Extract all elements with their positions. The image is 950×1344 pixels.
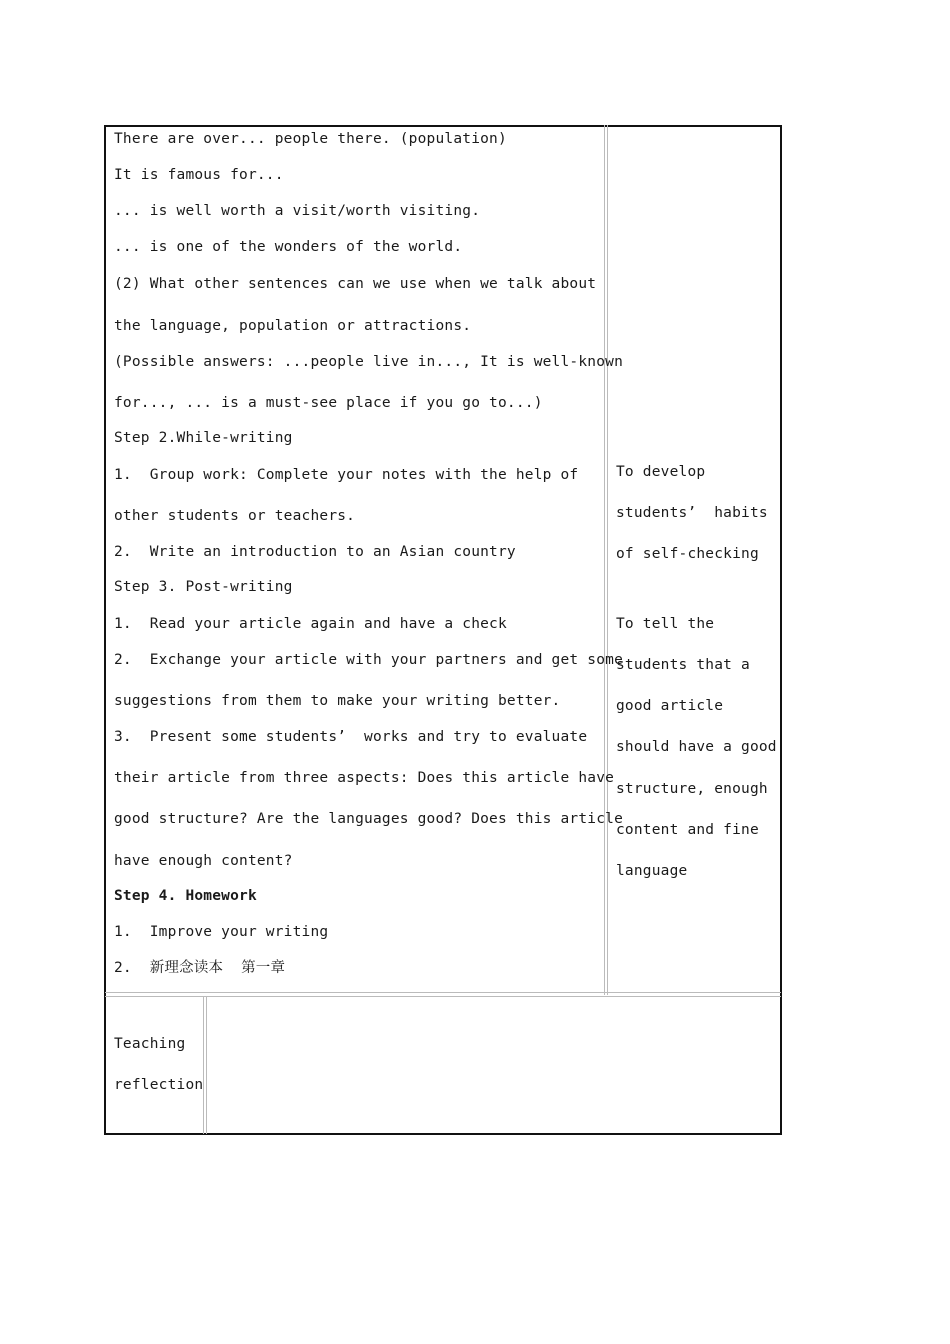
reflection-label: reflection [114,1077,204,1093]
text-line: for..., ... is a must-see place if you go to...) [114,395,543,411]
text-line: have enough content? [114,853,293,869]
step-heading: Step 4. Homework [114,888,257,904]
reflection-label: Teaching [114,1036,186,1052]
text-line: 2. Exchange your article with your partners and get some [114,652,623,668]
note-line: students’ habits [616,505,768,521]
note-line: students that a [616,657,750,673]
note-line: content and fine [616,822,759,838]
note-line: good article [616,698,724,714]
note-line: structure, enough [616,781,768,797]
reflection-divider [203,996,207,1134]
text-line: There are over... people there. (population) [114,131,507,147]
text-line: 1. Group work: Complete your notes with the help of [114,467,579,483]
text-line: other students or teachers. [114,508,356,524]
text-line: good structure? Are the languages good? Does this article [114,811,623,827]
note-line: language [616,863,688,879]
text-line: ... is well worth a visit/worth visiting. [114,203,481,219]
text-line: the language, population or attractions. [114,318,472,334]
text-line: (2) What other sentences can we use when we talk about [114,276,597,292]
note-line: To develop [616,464,706,480]
text-line: 2. Write an introduction to an Asian country [114,544,516,560]
text-line: suggestions from them to make your writing better. [114,693,561,709]
step-heading: Step 2.While-writing [114,430,293,446]
step-heading: Step 3. Post-writing [114,579,293,595]
note-line: should have a good [616,739,777,755]
text-line: their article from three aspects: Does this article have [114,770,615,786]
note-line: To tell the [616,616,715,632]
text-line: 1. Improve your writing [114,924,329,940]
text-line: It is famous for... [114,167,284,183]
text-line: ... is one of the wonders of the world. [114,239,463,255]
text-line: 3. Present some students’ works and try to evaluate [114,729,588,745]
note-line: of self-checking [616,546,759,562]
text-line: (Possible answers: ...people live in..., It is well-known [114,354,623,370]
text-line: 1. Read your article again and have a check [114,616,507,632]
text-line: 2. 新理念读本 第一章 [114,960,286,976]
column-divider [604,125,608,995]
